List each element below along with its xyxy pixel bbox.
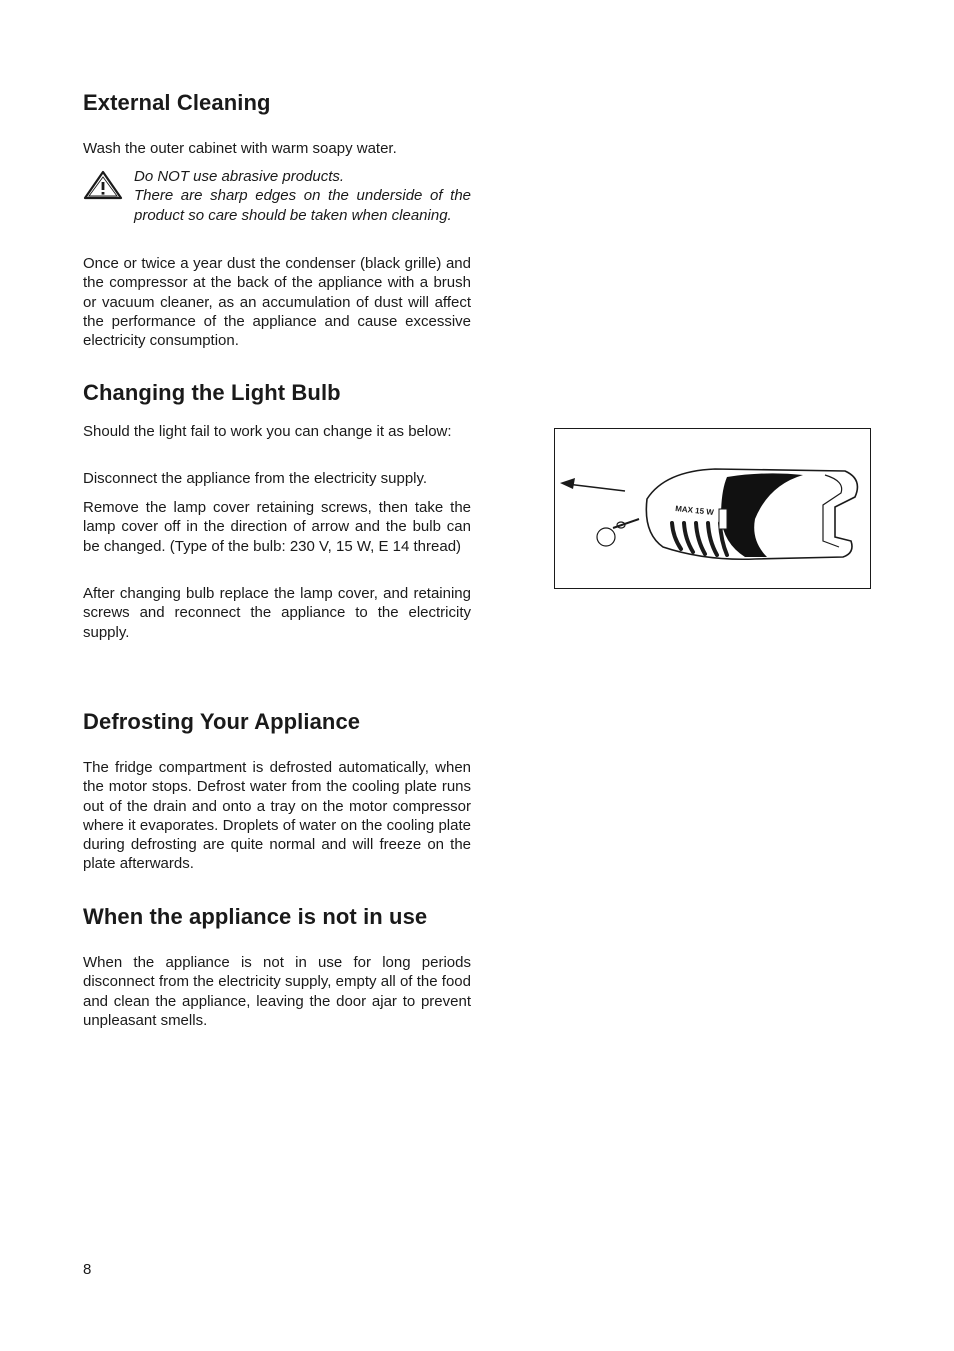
light-bulb-p1: Should the light fail to work you can change it as below: [83, 423, 452, 440]
warning-text [134, 167, 471, 225]
defrosting-body: The fridge compartment is defrosted automatically, when the motor stops. Defrost water from the cooling plate runs out of the drain and onto a tray on the motor compressor where it evaporates. Droplets of water on the cooling plate during defrosting are quite normal and will freeze on the plate afterwards. [83, 759, 471, 873]
warning-triangle-icon [83, 170, 123, 200]
lamp-rating-label: MAX 15 W [674, 504, 715, 518]
warning-line-2: There are sharp edges on the underside of the product so care should be taken when cleaning. [134, 187, 471, 224]
heading-light-bulb: Changing the Light Bulb [83, 380, 341, 405]
direction-arrow-head [560, 478, 575, 489]
heading-defrosting: Defrosting Your Appliance [83, 709, 361, 734]
heading-not-in-use: When the appliance is not in use [83, 904, 428, 929]
heading-external-cleaning: External Cleaning [83, 90, 271, 115]
page-number: 8 [83, 1261, 92, 1278]
light-bulb-p4: After changing bulb replace the lamp cover, and retaining screws and reconnect the appliance to the electricity supply. [83, 585, 471, 641]
direction-arrow-line [567, 484, 625, 491]
lamp-cover-illustration [555, 429, 869, 587]
screw-washer [597, 528, 615, 546]
not-in-use-body: When the appliance is not in use for long periods disconnect from the electricity supply, empty all of the food and clean the appliance, leaving the door ajar to prevent unpleasant smells. [83, 954, 471, 1029]
warning-line-1: Do NOT use abrasive products. [134, 168, 345, 185]
external-cleaning-body: Once or twice a year dust the condenser (black grille) and the compressor at the back of the appliance with a brush or vacuum cleaner, as an accumulation of dust will affect the performance of the appliance and cause excessive electricity consumption. [83, 255, 471, 350]
external-cleaning-intro: Wash the outer cabinet with warm soapy water. [83, 140, 397, 157]
lamp-cover-figure [554, 428, 871, 589]
light-bulb-p2: Disconnect the appliance from the electricity supply. [83, 470, 428, 487]
light-bulb-p3: Remove the lamp cover retaining screws, then take the lamp cover off in the direction of arrow and the bulb can be changed. (Type of the bulb: 230 V, 15 W, E 14 thread) [83, 499, 471, 555]
